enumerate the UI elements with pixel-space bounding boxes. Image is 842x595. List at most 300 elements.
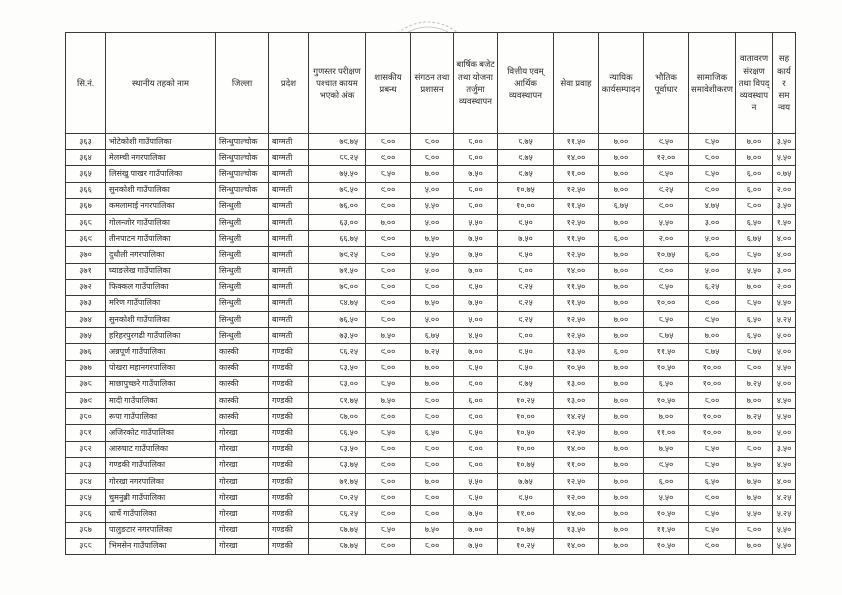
budget-score-cell: ५.५० — [454, 473, 498, 489]
cooperation-score-cell: ५.५० — [773, 360, 796, 376]
table-row — [66, 328, 796, 344]
province-cell: बाग्मती — [269, 328, 309, 344]
serial-cell: ३६७ — [66, 198, 106, 214]
environment-score-cell: ६.५० — [736, 328, 773, 344]
local-level-name-cell: हरिहरपुरगढी गाउँपालिका — [106, 328, 216, 344]
service-score-cell: १३.५० — [554, 522, 599, 538]
district-cell: गोरखा — [216, 457, 269, 473]
budget-score-cell: ७.५० — [454, 538, 498, 554]
financial-score-cell: ९.२५ — [498, 312, 554, 328]
province-cell: गण्डकी — [269, 441, 309, 457]
local-level-name-cell: मरिण गाउँपालिका — [106, 295, 216, 311]
judicial-score-cell: ७.०० — [599, 522, 644, 538]
serial-cell: ३७७ — [66, 360, 106, 376]
province-cell: गण्डकी — [269, 490, 309, 506]
quality-score-cell: ८१.७५ — [309, 393, 366, 409]
service-score-cell: १२.५० — [554, 182, 599, 198]
budget-score-cell: ९.५० — [454, 279, 498, 295]
social-score-cell: १०.०० — [689, 409, 736, 425]
infrastructure-score-cell: ११.५० — [644, 522, 689, 538]
local-level-name-cell: मादी गाउँपालिका — [106, 393, 216, 409]
infrastructure-score-cell: ५.५० — [644, 214, 689, 230]
governance-score-cell: ९.०० — [366, 538, 411, 554]
environment-score-cell: ६.५० — [736, 214, 773, 230]
organization-score-cell: ८.०० — [411, 441, 454, 457]
budget-score-cell: ४.५० — [454, 328, 498, 344]
serial-cell: ३६९ — [66, 231, 106, 247]
financial-score-cell: ९.२५ — [498, 279, 554, 295]
judicial-score-cell: ७.०० — [599, 279, 644, 295]
organization-score-cell: ८.०० — [411, 457, 454, 473]
table-row — [66, 425, 796, 441]
budget-score-cell: ९.०० — [454, 441, 498, 457]
infrastructure-score-cell: ९.२५ — [644, 182, 689, 198]
serial-cell: ३७८ — [66, 376, 106, 392]
local-level-name-cell: कमलामाई नगरपालिका — [106, 198, 216, 214]
quality-score-cell: ६३.०० — [309, 214, 366, 230]
table-row — [66, 182, 796, 198]
cooperation-score-cell: ५.२५ — [773, 312, 796, 328]
header-organization-administration: संगठन तथा प्रशासन — [411, 33, 454, 134]
table-row — [66, 409, 796, 425]
governance-score-cell: ७.५० — [366, 328, 411, 344]
environment-score-cell: ७.०० — [736, 425, 773, 441]
social-score-cell: ५.०० — [689, 231, 736, 247]
budget-score-cell: ७.०० — [454, 522, 498, 538]
cooperation-score-cell: ३.५० — [773, 441, 796, 457]
serial-cell: ३६६ — [66, 182, 106, 198]
table-row — [66, 441, 796, 457]
judicial-score-cell: ७.०० — [599, 214, 644, 230]
local-level-name-cell: पोखरा महानगरपालिका — [106, 360, 216, 376]
environment-score-cell: ५.५० — [736, 263, 773, 279]
infrastructure-score-cell: ७.०० — [644, 409, 689, 425]
judicial-score-cell: ७.०० — [599, 166, 644, 182]
environment-score-cell: ६.७५ — [736, 231, 773, 247]
infrastructure-score-cell: ८.७५ — [644, 328, 689, 344]
organization-score-cell: ८.०० — [411, 538, 454, 554]
service-score-cell: १२.५० — [554, 247, 599, 263]
judicial-score-cell: ७.०० — [599, 393, 644, 409]
local-level-name-cell: पालुङटार नगरपालिका — [106, 522, 216, 538]
cooperation-score-cell: ४.५० — [773, 457, 796, 473]
social-score-cell: ८.५० — [689, 441, 736, 457]
governance-score-cell: ९.०० — [366, 198, 411, 214]
district-cell: सिन्धुली — [216, 279, 269, 295]
local-level-name-cell: सुनकोशी गाउँपालिका — [106, 312, 216, 328]
district-cell: कास्की — [216, 393, 269, 409]
infrastructure-score-cell: ५.५० — [644, 490, 689, 506]
local-level-name-cell: चुमनुब्री गाउँपालिका — [106, 490, 216, 506]
table-row — [66, 538, 796, 554]
budget-score-cell: ७.५० — [454, 166, 498, 182]
infrastructure-score-cell: ९.५० — [644, 166, 689, 182]
cooperation-score-cell: ३.०० — [773, 263, 796, 279]
social-score-cell: ९.०० — [689, 490, 736, 506]
province-cell: गण्डकी — [269, 506, 309, 522]
budget-score-cell: ८.०० — [454, 182, 498, 198]
district-cell: सिन्धुपाल्चोक — [216, 150, 269, 166]
province-cell: बाग्मती — [269, 312, 309, 328]
governance-score-cell: ९.०० — [366, 182, 411, 198]
infrastructure-score-cell: ११.५० — [644, 344, 689, 360]
header-cooperation-coordination: सहकार्य र समन्वय — [773, 33, 796, 134]
header-service-delivery: सेवा प्रवाह — [554, 33, 599, 134]
quality-score-cell: ८६.२५ — [309, 506, 366, 522]
financial-score-cell: १०.०० — [498, 198, 554, 214]
budget-score-cell: ८.०० — [454, 457, 498, 473]
financial-score-cell: ९.५० — [498, 344, 554, 360]
serial-cell: ३७२ — [66, 279, 106, 295]
financial-score-cell: १०.७५ — [498, 457, 554, 473]
province-cell: गण्डकी — [269, 360, 309, 376]
service-score-cell: १२.५० — [554, 425, 599, 441]
budget-score-cell: ६.०० — [454, 393, 498, 409]
cooperation-score-cell: ३.५० — [773, 198, 796, 214]
governance-score-cell: ९.०० — [366, 150, 411, 166]
organization-score-cell: ५.०० — [411, 182, 454, 198]
judicial-score-cell: ७.०० — [599, 441, 644, 457]
governance-score-cell: ९.०० — [366, 344, 411, 360]
judicial-score-cell: ७.०० — [599, 409, 644, 425]
province-cell: बाग्मती — [269, 134, 309, 150]
cooperation-score-cell: ५.०० — [773, 376, 796, 392]
social-score-cell: १०.०० — [689, 425, 736, 441]
local-level-name-cell: धार्चे गाउँपालिका — [106, 506, 216, 522]
quality-score-cell: ६६.७५ — [309, 231, 366, 247]
cooperation-score-cell: ५.२५ — [773, 506, 796, 522]
service-score-cell: १२.५० — [554, 473, 599, 489]
governance-score-cell: ९.०० — [366, 409, 411, 425]
cooperation-score-cell: ५.५० — [773, 522, 796, 538]
province-cell: बाग्मती — [269, 295, 309, 311]
infrastructure-score-cell: २.०० — [644, 231, 689, 247]
service-score-cell: १४.०० — [554, 150, 599, 166]
environment-score-cell: ८.०० — [736, 360, 773, 376]
table-row — [66, 393, 796, 409]
serial-cell: ३६५ — [66, 166, 106, 182]
governance-score-cell: ८.०० — [366, 360, 411, 376]
environment-score-cell: ८.५० — [736, 247, 773, 263]
governance-score-cell: ८.०० — [366, 441, 411, 457]
budget-score-cell: ८.५० — [454, 490, 498, 506]
quality-score-cell: ७६.०० — [309, 198, 366, 214]
province-cell: बाग्मती — [269, 150, 309, 166]
service-score-cell: १३.०० — [554, 376, 599, 392]
judicial-score-cell: ७.०० — [599, 506, 644, 522]
governance-score-cell: ७.०० — [366, 214, 411, 230]
district-cell: गोरखा — [216, 506, 269, 522]
quality-score-cell: ७१.५० — [309, 263, 366, 279]
local-level-name-cell: माछापुच्छ्रे गाउँपालिका — [106, 376, 216, 392]
social-score-cell: ८.५० — [689, 506, 736, 522]
serial-cell: ३७१ — [66, 263, 106, 279]
social-score-cell: ५.०० — [689, 263, 736, 279]
organization-score-cell: ७.२५ — [411, 344, 454, 360]
serial-cell: ३८५ — [66, 490, 106, 506]
social-score-cell: ९.०० — [689, 295, 736, 311]
local-level-name-cell: गोरखा नगरपालिका — [106, 473, 216, 489]
serial-cell: ३६४ — [66, 150, 106, 166]
district-cell: सिन्धुली — [216, 231, 269, 247]
province-cell: गण्डकी — [269, 457, 309, 473]
local-level-name-cell: गण्डकी गाउँपालिका — [106, 457, 216, 473]
environment-score-cell: ७.०० — [736, 134, 773, 150]
infrastructure-score-cell: ९.०० — [644, 263, 689, 279]
table-row — [66, 150, 796, 166]
header-physical-infrastructure: भौतिक पूर्वाधार — [644, 33, 689, 134]
organization-score-cell: ५.०० — [411, 214, 454, 230]
table-row — [66, 376, 796, 392]
judicial-score-cell: ७.०० — [599, 247, 644, 263]
service-score-cell: १४.०० — [554, 441, 599, 457]
cooperation-score-cell: २.०० — [773, 182, 796, 198]
judicial-score-cell: ७.०० — [599, 490, 644, 506]
province-cell: बाग्मती — [269, 279, 309, 295]
serial-cell: ३७० — [66, 247, 106, 263]
organization-score-cell: ७.०० — [411, 376, 454, 392]
infrastructure-score-cell: ९.५० — [644, 134, 689, 150]
table-row — [66, 312, 796, 328]
financial-score-cell: १०.०० — [498, 409, 554, 425]
cooperation-score-cell: ५.५० — [773, 409, 796, 425]
local-level-name-cell: भोटेकोशी गाउँपालिका — [106, 134, 216, 150]
financial-score-cell: १०.२५ — [498, 393, 554, 409]
header-financial-management: वित्तीय एवम् आर्थिक व्यवस्थापन — [498, 33, 554, 134]
governance-score-cell: ९.०० — [366, 490, 411, 506]
budget-score-cell: ५.५० — [454, 214, 498, 230]
local-level-name-cell: तीनपाटन गाउँपालिका — [106, 231, 216, 247]
environment-score-cell: ७.०० — [736, 150, 773, 166]
local-level-name-cell: गोलन्जोर गाउँपालिका — [106, 214, 216, 230]
organization-score-cell: ७.०० — [411, 166, 454, 182]
social-score-cell: ८.०० — [689, 393, 736, 409]
financial-score-cell: ९.५० — [498, 490, 554, 506]
district-cell: सिन्धुपाल्चोक — [216, 134, 269, 150]
governance-score-cell: ९.०० — [366, 457, 411, 473]
environment-score-cell: ५.५० — [736, 506, 773, 522]
environment-score-cell: ७.५० — [736, 473, 773, 489]
serial-cell: ३७९ — [66, 393, 106, 409]
environment-score-cell: ८.७५ — [736, 344, 773, 360]
organization-score-cell: ८.०० — [411, 490, 454, 506]
serial-cell: ३६८ — [66, 214, 106, 230]
financial-score-cell: १०.२५ — [498, 538, 554, 554]
serial-cell: ३८३ — [66, 457, 106, 473]
financial-score-cell: १०.०० — [498, 441, 554, 457]
province-cell: गण्डकी — [269, 376, 309, 392]
header-row — [66, 33, 796, 134]
header-annual-budget-planning: बार्षिक बजेट तथा योजना तर्जुमा व्यवस्थापन — [454, 33, 498, 134]
environment-score-cell: ६.५० — [736, 312, 773, 328]
province-cell: गण्डकी — [269, 538, 309, 554]
financial-score-cell: ९.७५ — [498, 376, 554, 392]
organization-score-cell: ५.०० — [411, 312, 454, 328]
organization-score-cell: ६.५० — [411, 425, 454, 441]
budget-score-cell: ८.०० — [454, 150, 498, 166]
province-cell: बाग्मती — [269, 247, 309, 263]
organization-score-cell: ७.५० — [411, 231, 454, 247]
financial-score-cell: ८.०० — [498, 328, 554, 344]
social-score-cell: १०.०० — [689, 376, 736, 392]
header-district: जिल्ला — [216, 33, 269, 134]
service-score-cell: १२.५० — [554, 214, 599, 230]
infrastructure-score-cell: ९.५० — [644, 279, 689, 295]
organization-score-cell: ८.०० — [411, 393, 454, 409]
environment-score-cell: ७.०० — [736, 279, 773, 295]
cooperation-score-cell: ५.५० — [773, 538, 796, 554]
quality-score-cell: ८७.७५ — [309, 522, 366, 538]
serial-cell: ३८१ — [66, 425, 106, 441]
judicial-score-cell: ७.०० — [599, 457, 644, 473]
table-row — [66, 231, 796, 247]
district-cell: सिन्धुली — [216, 328, 269, 344]
financial-score-cell: ७.७५ — [498, 473, 554, 489]
governance-score-cell: ८.५० — [366, 522, 411, 538]
social-score-cell: ९.०० — [689, 538, 736, 554]
organization-score-cell: ७.५० — [411, 522, 454, 538]
cooperation-score-cell: २.०० — [773, 279, 796, 295]
cooperation-score-cell: ३.५० — [773, 134, 796, 150]
serial-cell: ३७६ — [66, 344, 106, 360]
social-score-cell: ८.७५ — [689, 344, 736, 360]
governance-score-cell: ८.०० — [366, 263, 411, 279]
province-cell: बाग्मती — [269, 231, 309, 247]
table-row — [66, 522, 796, 538]
province-cell: गण्डकी — [269, 425, 309, 441]
district-cell: सिन्धुपाल्चोक — [216, 182, 269, 198]
environment-score-cell: ८.०० — [736, 441, 773, 457]
header-social-inclusion: सामाजिक समावेशीकरण — [689, 33, 736, 134]
social-score-cell: ८.५० — [689, 522, 736, 538]
cooperation-score-cell: १.५० — [773, 214, 796, 230]
table-row — [66, 490, 796, 506]
judicial-score-cell: ७.०० — [599, 425, 644, 441]
budget-score-cell: ५.०० — [454, 312, 498, 328]
organization-score-cell: ६.७५ — [411, 328, 454, 344]
local-level-name-cell: अन्नपूर्ण गाउँपालिका — [106, 344, 216, 360]
environment-score-cell: ७.५० — [736, 457, 773, 473]
local-level-name-cell: सुनकोशी गाउँपालिका — [106, 182, 216, 198]
social-score-cell: ३.०० — [689, 214, 736, 230]
infrastructure-score-cell: ८.५० — [644, 312, 689, 328]
province-cell: गण्डकी — [269, 522, 309, 538]
quality-score-cell: ७८.०० — [309, 279, 366, 295]
header-local-level-name: स्थानीय तहको नाम — [106, 33, 216, 134]
service-score-cell: १४.०० — [554, 506, 599, 522]
table-row — [66, 360, 796, 376]
organization-score-cell: ५.५० — [411, 247, 454, 263]
local-level-scores-table — [65, 32, 796, 555]
table-row — [66, 263, 796, 279]
serial-cell: ३८२ — [66, 441, 106, 457]
quality-score-cell: ८६.२५ — [309, 344, 366, 360]
cooperation-score-cell: ४.२५ — [773, 490, 796, 506]
budget-score-cell: ९.०० — [454, 376, 498, 392]
district-cell: सिन्धुली — [216, 295, 269, 311]
infrastructure-score-cell: १२.०० — [644, 150, 689, 166]
governance-score-cell: ८.०० — [366, 247, 411, 263]
header-province: प्रदेश — [269, 33, 309, 134]
local-level-name-cell: आरुघाट गाउँपालिका — [106, 441, 216, 457]
judicial-score-cell: ६.७५ — [599, 198, 644, 214]
province-cell: गण्डकी — [269, 409, 309, 425]
local-level-name-cell: फिक्कल गाउँपालिका — [106, 279, 216, 295]
budget-score-cell: ८.०० — [454, 134, 498, 150]
social-score-cell: ८.५० — [689, 166, 736, 182]
financial-score-cell: १०.५० — [498, 425, 554, 441]
infrastructure-score-cell: ११.०० — [644, 425, 689, 441]
infrastructure-score-cell: १०.५० — [644, 360, 689, 376]
infrastructure-score-cell: १०.५० — [644, 538, 689, 554]
table-row — [66, 134, 796, 150]
environment-score-cell: ७.०० — [736, 538, 773, 554]
table-row — [66, 247, 796, 263]
province-cell: बाग्मती — [269, 263, 309, 279]
judicial-score-cell: ७.०० — [599, 182, 644, 198]
table-row — [66, 473, 796, 489]
social-score-cell: ७.०० — [689, 328, 736, 344]
service-score-cell: १२.५० — [554, 328, 599, 344]
serial-cell: ३७३ — [66, 295, 106, 311]
district-cell: सिन्धुली — [216, 247, 269, 263]
district-cell: सिन्धुपाल्चोक — [216, 166, 269, 182]
environment-score-cell: ६.०० — [736, 182, 773, 198]
infrastructure-score-cell: ६.०० — [644, 473, 689, 489]
financial-score-cell: ९.५० — [498, 247, 554, 263]
service-score-cell: ११.०० — [554, 166, 599, 182]
district-cell: सिन्धुली — [216, 214, 269, 230]
infrastructure-score-cell: ६.५० — [644, 376, 689, 392]
financial-score-cell: ९.७५ — [498, 150, 554, 166]
budget-score-cell: ८.५० — [454, 425, 498, 441]
organization-score-cell: ७.०० — [411, 360, 454, 376]
province-cell: बाग्मती — [269, 166, 309, 182]
organization-score-cell: ५.०० — [411, 263, 454, 279]
service-score-cell: १२.५० — [554, 312, 599, 328]
table-row — [66, 166, 796, 182]
governance-score-cell: ८.०० — [366, 279, 411, 295]
service-score-cell: ११.५० — [554, 295, 599, 311]
province-cell: बाग्मती — [269, 214, 309, 230]
cooperation-score-cell: ५.०० — [773, 328, 796, 344]
social-score-cell: ६.५० — [689, 473, 736, 489]
cooperation-score-cell: ४.०० — [773, 473, 796, 489]
header-serial: सि.नं. — [66, 33, 106, 134]
table-row — [66, 279, 796, 295]
province-cell: गण्डकी — [269, 344, 309, 360]
budget-score-cell: ८.०० — [454, 198, 498, 214]
organization-score-cell: ८.०० — [411, 409, 454, 425]
financial-score-cell: १०.७५ — [498, 182, 554, 198]
cooperation-score-cell: ५.०० — [773, 425, 796, 441]
service-score-cell: १२.०० — [554, 490, 599, 506]
financial-score-cell: ८.०० — [498, 263, 554, 279]
financial-score-cell: ९.५० — [498, 214, 554, 230]
serial-cell: ३८० — [66, 409, 106, 425]
province-cell: गण्डकी — [269, 473, 309, 489]
environment-score-cell: ७.०० — [736, 393, 773, 409]
social-score-cell: ९.५० — [689, 312, 736, 328]
budget-score-cell: ९.०० — [454, 409, 498, 425]
infrastructure-score-cell: ९.५० — [644, 457, 689, 473]
judicial-score-cell: ७.०० — [599, 538, 644, 554]
cooperation-score-cell: ०.७५ — [773, 166, 796, 182]
district-cell: कास्की — [216, 360, 269, 376]
budget-score-cell: ७.५० — [454, 506, 498, 522]
infrastructure-score-cell: ९.०० — [644, 198, 689, 214]
quality-score-cell: ८३.०० — [309, 376, 366, 392]
